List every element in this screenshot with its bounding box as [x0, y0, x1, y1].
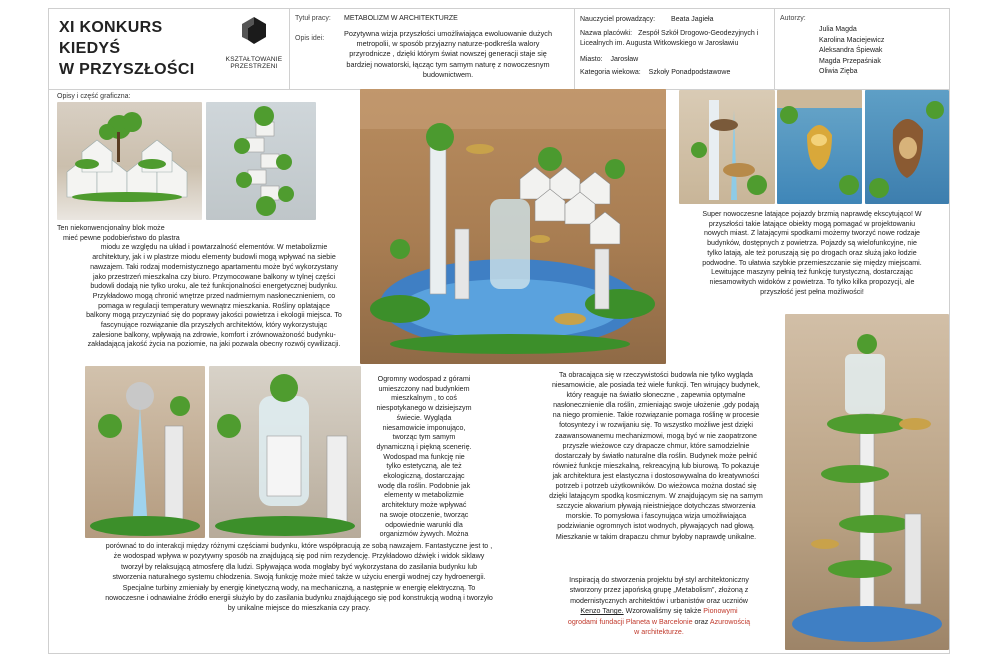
text-flying-vehicles: Super nowoczesne latające pojazdy brzmią naprawdę ekscytująco! W przyszłości takie latające obiekty mogą pomagać w projektowaniu nowych miast. Z latającymi spodkami możemy tworzyć nowe rodzaje budynków, dostępnych z powietrza. Pojazdy są wielofunkcyjne, nie tylko latają, ale też poruszają się po drogach oraz służą jako łodzie podwodne. To ułatwia szybkie przemieszczanie się między miejscami. Lewitujące maszyny pełnią też funkcję turystyczną, dostarczając niesamowitych widoków z powietrza. To tylko kilka propozycji, ale przyszłość jest pełna możliwości!: [702, 210, 922, 296]
photo-main-model: [360, 89, 666, 364]
poster-sheet: [48, 8, 950, 654]
photo-flying-vehicles-3: [865, 90, 949, 204]
photo-flying-vehicles-2: [777, 90, 862, 204]
photo-honeycomb-block: [57, 102, 202, 220]
text-honeycomb: Ten niekonwencjonalny blok może mieć pewne podobieństwo do plastra miodu ze względu na układ i powtarzalność elementów. W metabolizmie architektury, jak i w plastrze miodu elementy budowli mogą wpływać na siebie nawzajem. Taki rodzaj modernistycznego apartamentu może być wykorzystany jako przestrzeń mieszkalna czy biuro. Przymocowane balkony w tylnej części budowli dodają nie tylko uroku, ale też funkcjonalności energetycznej budynku. Przykładowo mogą chronić wnętrze przed nadmiernym nasłonecznieniem, co pomaga w regulacji temperatury wewnątrz mieszkania. Rośliny oplatające balkony mogą przyczyniać się do poprawy jakości powietrza i ekologii miejsca. To fascynujące rozwiązanie dla przyszłych architektów, który wykorzystując zalesione balkony, wpływają na zdrowie, komfort i zrównoważoność budynku- zakładającą jakość życia na poziomie, na jaki pozwala obecny rozwój cywilizacji.: [57, 224, 342, 349]
logo: KSZTAŁTOWANIE PRZESTRZENI: [224, 15, 284, 70]
photo-waterfall-1: [85, 366, 205, 538]
contest-title: XI KONKURS KIEDYŚ W PRZYSZŁOŚCI: [59, 19, 195, 78]
school: Nazwa placówki: Zespół Szkół Drogowo-Geodezyjnych i Licealnych im. Augusta Witkowskiego w Jarosławiu: [580, 30, 759, 47]
logo-icon: [239, 15, 269, 51]
photo-tower-balconies: [206, 102, 316, 220]
text-waterfall: Ogromny wodospad z górami umieszczony nad budynkiem mieszkalnym , to coś niespotykanego w dzisiejszym świecie. Wygląda niesamowicie imponująco, tworząc tym samym dynamiczną i piękną scenerię. Wodospad ma funkcję nie tylko estetyczną, ale też ekologiczną, dostarczając wodę dla roślin. Podobnie jak elementy w metabolizmie architektury może wpływać na swoje otoczenie, tworząc odpowiednie warunki dla organizmów żywych. Można: [376, 375, 472, 539]
age-category: Kategoria wiekowa: Szkoły Ponadpodstawowe: [580, 69, 731, 76]
text-rotating-building: Ta obracająca się w rzeczywistości budowla nie tylko wygląda niesamowicie, ale posiada też wiele funkcji. Ten wirujący budynek, który reaguje na światło słoneczne , zapewnia optymalne nasłonecznienie dla roślin, zmieniając swoje ułożenie ,gdy podają na niego promienie. Takie rozwiązanie pomaga roślinę w procesie fotosyntezy i w rozwijaniu się. To wszystko możliwe jest dzięki zaawansowanemu mechanizmowi, mogą być w nie zaopatrzone przyszłe wieżowce czy drapacze chmur, które samodzielnie dostarczały by światło naturalne dla roślin. Budynek może pełnić również funkcje mieszkalną, rekreacyjną lub biurową. To pokazuje jak architektura jest elastyczna i dostosowywalna do kreatywności potrzeb i potrzeb użytkowników. Do wieżowca można dostać się dzięki latającym spodką kosmicznym. W znajdującym się na samym szczycie akwarium pływają nieistniejące dotychczas stworzenia morskie. To pomysłowa i fascynująca wizja umożliwiająca podziwianie ogromnych istot wodnych, pływających nad głową. Mieszkanie w takim drapaczu chmur byłoby naprawdę unikalne.: [549, 371, 763, 541]
authors-list: Julia Magda Karolina Maciejewicz Aleksandra Śpiewak Magda Przepaśniak Oliwia Zięba: [819, 26, 885, 75]
photo-flying-vehicles-1: [679, 90, 775, 204]
section-label: Opisy i część graficzna:: [57, 93, 131, 100]
title-value: METABOLIZM W ARCHITEKTURZE: [344, 15, 458, 22]
title-label: Tytuł pracy:: [295, 15, 331, 22]
idea-text: Pozytywna wizja przyszłości umożliwiająca ewoluowanie dużych metropolii, w sposób przyjazny naturze-podkreśla walory przyrodnicze , dzięki którym świat nowszej generacji staje się bardziej nowatorski, łącząc tym samym naturę z nowoczesnym budownictwem.: [343, 29, 553, 79]
photo-rotating-tower: [785, 314, 949, 650]
idea-label: Opis idei:: [295, 35, 325, 42]
city: Miasto: Jarosław: [580, 56, 639, 63]
teacher: Nauczyciel prowadzący: Beata Jagieła: [580, 16, 714, 23]
text-inspiration: Inspiracją do stworzenia projektu był styl architektoniczny stworzony przez japońską grupę „Metabolism”, złożoną z modernistycznych architektów i urbanistów oraz uczniów Kenzo Tange. Wzorowaliśmy się także Pionowymi ogrodami fundacji Planeta w Barcelonie oraz Azurowością w architekturze.: [567, 576, 751, 637]
authors-label: Autorzy:: [780, 15, 806, 22]
photo-waterfall-2: [209, 366, 361, 538]
text-waterfall-continued: porównać to do interakcji między różnymi częściami budynku, które współpracują ze sobą nawzajem. Fantastyczne jest to , że wodospad wpływa w pozytywny sposób na znajdującą się pod nim rezydencję. Przykładowo dźwięk i widok siklawy tworzył by relaksującą atmosferę dla ludzi. Spływająca woda mogłaby być wykorzystana do zasilania budynku lub stworzenia naturalnego systemu chłodzenia. Swoją funkcję może mieć także w użyciu energii wodnej czy hydroenergii. Specjalne turbiny zmieniały by energię kinetyczną wody, na mechaniczną, a następnie w energię elektryczną. To nowoczesne i odnawialne źródło energii służyło by do zasilania budynku znajdującego się pod konstrukcją wodną i tworzyło by unikalne miejsce do mieszkania czy pracy.: [105, 542, 493, 613]
